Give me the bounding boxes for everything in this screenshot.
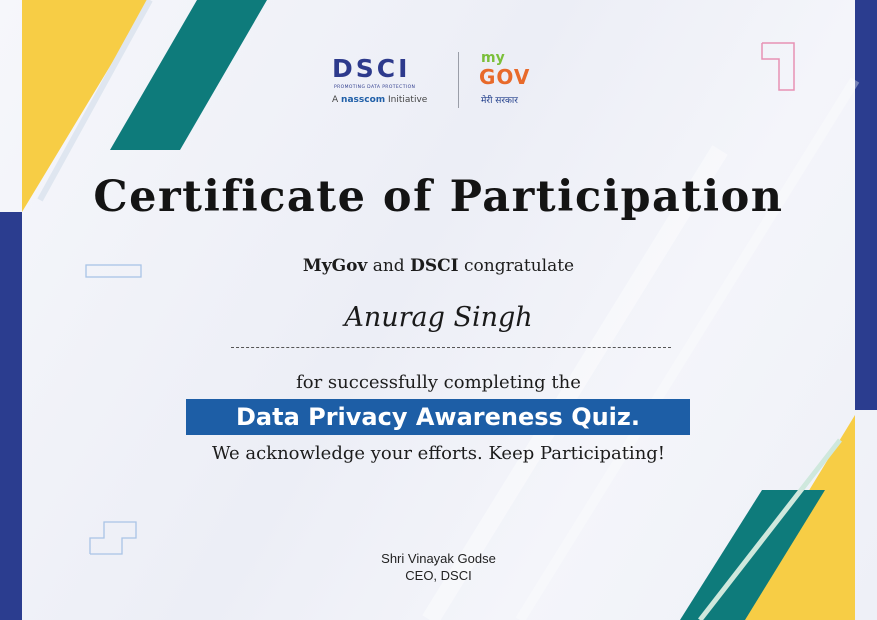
certificate-title: Certificate of Participation	[93, 172, 784, 222]
mygov-logo-my: my	[481, 50, 505, 66]
dsci-tagline: PROMOTING DATA PROTECTION	[334, 85, 416, 90]
acknowledgement-text: We acknowledge your efforts. Keep Participating!	[211, 443, 666, 464]
mygov-logo-gov: GOV	[479, 65, 531, 89]
signatory-role: CEO, DSCI	[405, 568, 472, 583]
name-underline	[231, 347, 671, 348]
logo-divider	[458, 52, 459, 108]
mygov-tagline: मेरी सरकार	[481, 96, 518, 106]
completion-text: for successfully completing the	[296, 372, 581, 393]
dsci-logo: DSCI	[332, 54, 411, 83]
recipient-name: Anurag Singh	[344, 302, 533, 333]
stair-step-outline	[90, 522, 136, 554]
signatory-name: Shri Vinayak Godse	[381, 551, 496, 566]
org-dsci: DSCI	[410, 256, 459, 276]
dsci-initiative-line: A nasscom Initiative	[332, 95, 428, 105]
nasscom-logo: nasscom	[341, 95, 386, 105]
congratulation-line: MyGov and DSCI congratulate	[302, 256, 575, 276]
pink-corner-bracket	[762, 43, 794, 90]
quiz-name-banner: Data Privacy Awareness Quiz.	[186, 399, 690, 435]
org-mygov: MyGov	[302, 256, 368, 276]
logo-row	[330, 48, 550, 112]
